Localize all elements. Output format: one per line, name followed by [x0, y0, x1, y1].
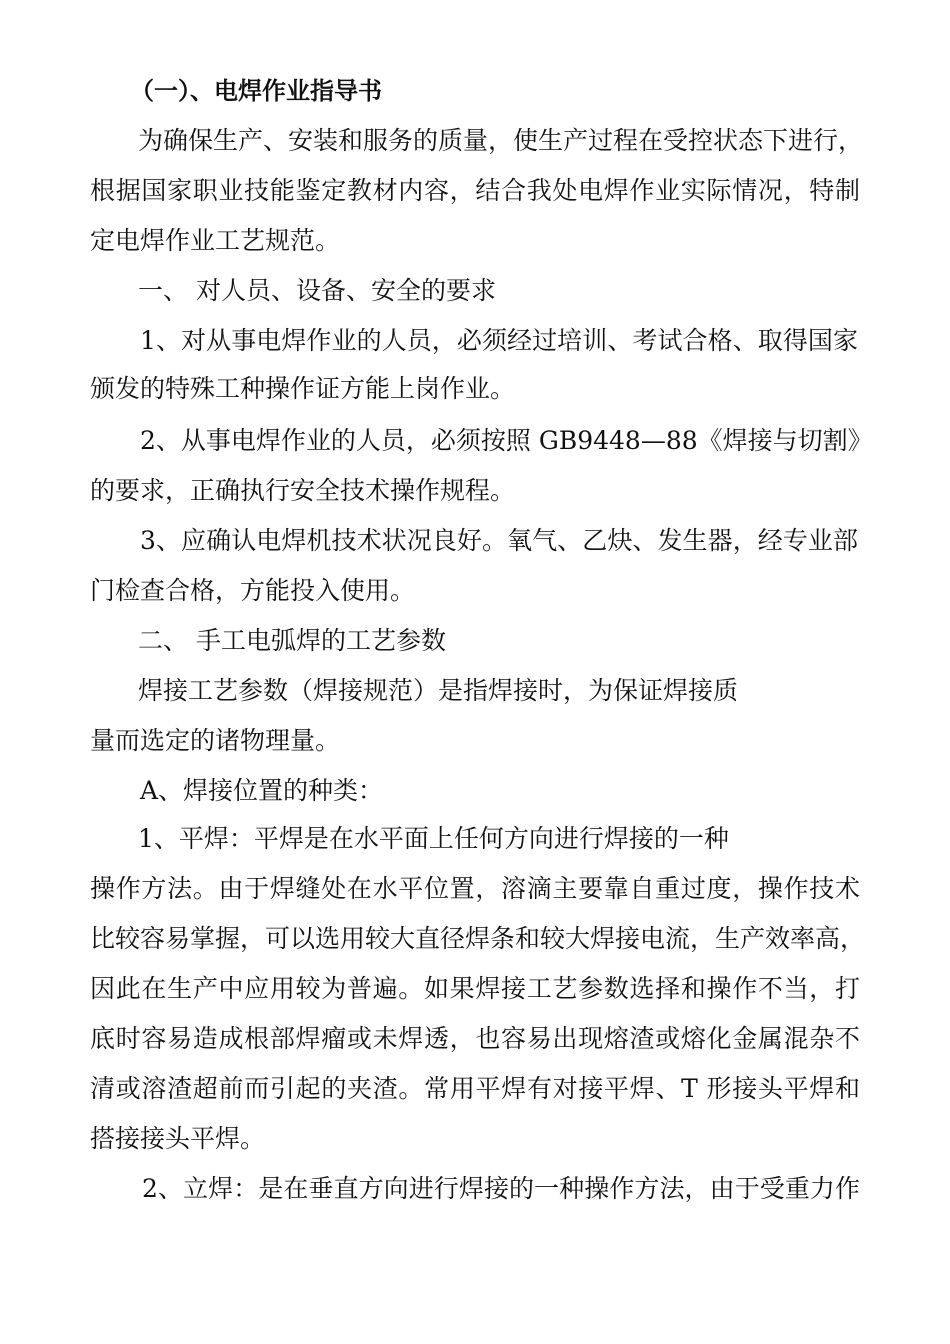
paragraph-line-15: 1、平焊：平焊是在水平面上任何方向进行焊接的一种	[138, 824, 729, 853]
paragraph-line-12: 焊接工艺参数（焊接规范）是指焊接时，为保证焊接质	[138, 676, 739, 705]
paragraph-line-17: 比较容易掌握，可以选用较大直径焊条和较大焊接电流，生产效率高，	[90, 924, 866, 953]
paragraph-line-2: 根据国家职业技能鉴定教材内容，结合我处电焊作业实际情况，特制	[90, 176, 860, 205]
section-heading-two: 二、 手工电弧焊的工艺参数	[138, 626, 446, 655]
paragraph-line-3: 定电焊作业工艺规范。	[90, 226, 341, 255]
paragraph-line-8: 的要求，正确执行安全技术操作规程。	[90, 476, 516, 505]
paragraph-line-16: 操作方法。由于焊缝处在水平位置，溶滴主要靠自重过度，操作技术	[90, 874, 860, 903]
paragraph-line-13: 量而选定的诸物理量。	[90, 726, 341, 755]
paragraph-line-9: 3、应确认电焊机技术状况良好。氧气、乙炔、发生器，经专业部	[140, 526, 858, 555]
paragraph-line-10: 门检查合格，方能投入使用。	[90, 576, 416, 605]
section-heading-one: 一、 对人员、设备、安全的要求	[138, 276, 496, 305]
paragraph-line-21: 搭接接头平焊。	[90, 1124, 266, 1153]
paragraph-line-1: 为确保生产、安装和服务的质量，使生产过程在受控状态下进行，	[138, 126, 864, 155]
paragraph-line-22: 2、立焊：是在垂直方向进行焊接的一种操作方法，由于受重力作	[142, 1174, 860, 1203]
document-title: （一）、电焊作业指导书	[130, 77, 382, 105]
paragraph-line-18: 因此在生产中应用较为普遍。如果焊接工艺参数选择和操作不当，打	[90, 974, 860, 1003]
paragraph-line-19: 底时容易造成根部焊瘤或未焊透，也容易出现熔渣或熔化金属混杂不	[90, 1024, 860, 1053]
paragraph-line-7: 2、从事电焊作业的人员，必须按照 GB9448—88《焊接与切割》	[140, 426, 873, 455]
subheading-a: A、焊接位置的种类：	[140, 776, 384, 805]
paragraph-line-20: 清或溶渣超前而引起的夹渣。常用平焊有对接平焊、T 形接头平焊和	[90, 1074, 860, 1103]
paragraph-line-6: 颁发的特殊工种操作证方能上岗作业。	[90, 374, 516, 403]
paragraph-line-5: 1、对从事电焊作业的人员，必须经过培训、考试合格、取得国家	[140, 326, 858, 355]
